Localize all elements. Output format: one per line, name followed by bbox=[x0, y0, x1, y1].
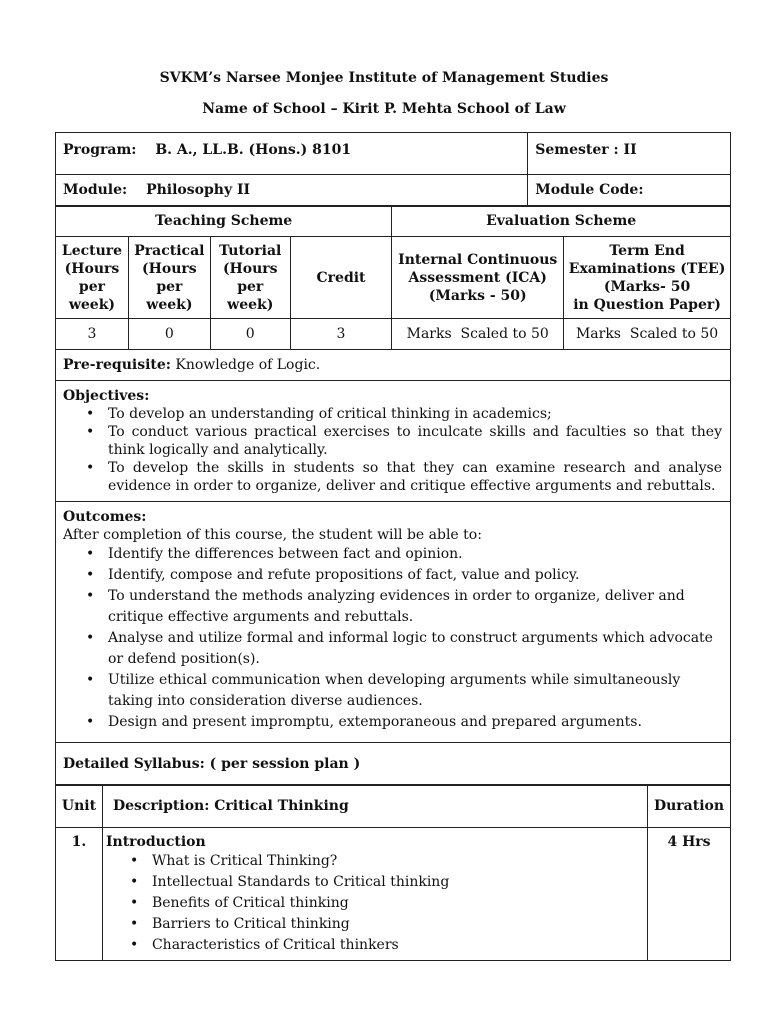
school-name: Name of School – Kirit P. Mehta School of Law bbox=[202, 101, 566, 117]
tee-header: Term End Examinations (TEE) (Marks- 50 in Question Paper) bbox=[564, 237, 731, 319]
tutorial-value: 0 bbox=[210, 319, 290, 350]
list-item: • Identify, compose and refute propositions of fact, value and policy. bbox=[108, 565, 722, 586]
description-column-header: Description: Critical Thinking bbox=[102, 785, 647, 828]
tutorial-header: Tutorial (Hours per week) bbox=[210, 237, 290, 319]
syllabus-table bbox=[55, 784, 731, 961]
list-item: • To develop an understanding of critical thinking in academics; bbox=[108, 405, 722, 423]
objectives-list bbox=[63, 405, 722, 495]
course-info-table bbox=[55, 132, 731, 207]
semester-value: II bbox=[623, 142, 637, 158]
syllabus-title: Detailed Syllabus: ( per session plan ) bbox=[56, 743, 731, 786]
list-item: • To understand the methods analyzing evidences in order to organize, deliver and critique effective arguments and rebuttals. bbox=[108, 586, 722, 628]
lecture-header: Lecture (Hours per week) bbox=[56, 237, 129, 319]
unit-title: Introduction bbox=[105, 834, 206, 850]
semester-label: Semester : bbox=[535, 142, 619, 158]
list-item: • To develop the skills in students so that they can examine research and analyse evidence in order to organize, deliver and critique effective arguments and rebuttals. bbox=[108, 459, 722, 495]
practical-header: Practical (Hours per week) bbox=[128, 237, 210, 319]
tee-value: Marks Scaled to 50 bbox=[564, 319, 731, 350]
duration-column-header: Duration bbox=[648, 785, 731, 828]
list-item: • Analyse and utilize formal and informal logic to construct arguments which advocate or defend position(s). bbox=[108, 628, 722, 670]
evaluation-scheme-header: Evaluation Scheme bbox=[392, 206, 731, 237]
unit-topics bbox=[106, 851, 647, 956]
prerequisite-value: Knowledge of Logic. bbox=[170, 357, 321, 373]
module-value: Philosophy II bbox=[146, 182, 251, 198]
program-label: Program: bbox=[63, 142, 137, 158]
list-item: • Intellectual Standards to Critical thinking bbox=[152, 872, 647, 893]
module-code-label: Module Code: bbox=[535, 182, 644, 198]
module-cell bbox=[56, 175, 528, 207]
list-item: • Design and present impromptu, extemporaneous and prepared arguments. bbox=[108, 712, 722, 733]
list-item: • Identify the differences between fact and opinion. bbox=[108, 544, 722, 565]
practical-value: 0 bbox=[128, 319, 210, 350]
outcomes-intro: After completion of this course, the student will be able to: bbox=[63, 527, 482, 543]
list-item: • To conduct various practical exercises to inculcate skills and faculties so that they think logically and analytically. bbox=[108, 423, 722, 459]
unit-column-header: Unit bbox=[56, 785, 103, 828]
unit-description bbox=[102, 828, 647, 961]
module-code-cell bbox=[528, 175, 731, 207]
list-item: • Utilize ethical communication when developing arguments while simultaneously taking into consideration diverse audiences. bbox=[108, 670, 722, 712]
objectives-cell bbox=[56, 381, 731, 502]
outcomes-title: Outcomes: bbox=[63, 509, 147, 525]
ica-value: Marks Scaled to 50 bbox=[392, 319, 564, 350]
credit-header: Credit bbox=[290, 237, 392, 319]
teaching-scheme-header: Teaching Scheme bbox=[56, 206, 392, 237]
ica-header: Internal Continuous Assessment (ICA) (Marks - 50) bbox=[392, 237, 564, 319]
list-item: • What is Critical Thinking? bbox=[152, 851, 647, 872]
prerequisite-cell bbox=[56, 350, 731, 381]
objectives-title: Objectives: bbox=[63, 388, 150, 404]
list-item: • Characteristics of Critical thinkers bbox=[152, 935, 647, 956]
outcomes-list bbox=[63, 544, 722, 733]
program-cell bbox=[56, 133, 528, 175]
unit-duration: 4 Hrs bbox=[648, 828, 731, 961]
list-item: • Benefits of Critical thinking bbox=[152, 893, 647, 914]
list-item: • Barriers to Critical thinking bbox=[152, 914, 647, 935]
program-value: B. A., LL.B. (Hons.) 8101 bbox=[155, 142, 352, 158]
course-body-table bbox=[55, 349, 731, 786]
prerequisite-label: Pre-requisite: bbox=[63, 357, 171, 373]
scheme-table bbox=[55, 205, 731, 350]
institute-title: SVKM’s Narsee Monjee Institute of Management Studies bbox=[159, 70, 609, 86]
unit-number: 1. bbox=[56, 828, 103, 961]
credit-value: 3 bbox=[290, 319, 392, 350]
module-label: Module: bbox=[63, 182, 128, 198]
lecture-value: 3 bbox=[56, 319, 129, 350]
outcomes-cell bbox=[56, 502, 731, 743]
semester-cell bbox=[528, 133, 731, 175]
